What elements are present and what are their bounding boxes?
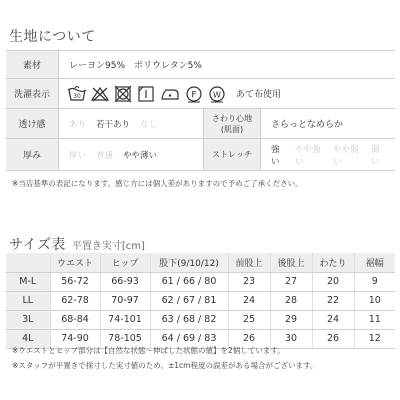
- size-section-title: [9, 234, 145, 254]
- thickness-options: [59, 149, 203, 161]
- wet-clean-w-text: W: [213, 90, 221, 99]
- material-value: レーヨン95% ポリウレタン5%: [69, 61, 202, 71]
- table-cell: 64 / 69 / 83: [150, 329, 228, 348]
- stretch-option: 強い: [271, 144, 280, 167]
- fabric-table: [6, 50, 395, 171]
- stretch-option: やや強い: [295, 144, 321, 167]
- size-note-1: ※ウエストとヒップ部分は【自然な状態〜伸ばした状態の値】を2個しています。: [12, 346, 285, 355]
- stretch-options: [261, 143, 395, 167]
- size-header-cell: ウエスト: [50, 253, 100, 272]
- size-row-label: 3L: [6, 310, 50, 329]
- size-table: [6, 253, 395, 349]
- table-cell: 62-78: [50, 291, 100, 310]
- table-cell: 12: [354, 329, 395, 348]
- table-cell: 68-84: [50, 310, 100, 329]
- table-cell: 78-105: [100, 329, 150, 348]
- table-cell: 27: [270, 272, 312, 291]
- size-header-cell: [6, 253, 50, 272]
- dry-clean-f-icon: [184, 85, 204, 103]
- thickness-option: 厚い: [69, 150, 87, 161]
- table-cell: 28: [270, 291, 312, 310]
- table-cell: 9: [354, 272, 395, 291]
- wash-row: [6, 79, 395, 109]
- thickness-row: [6, 139, 395, 171]
- table-cell: 24: [312, 310, 354, 329]
- table-cell: 10: [354, 291, 395, 310]
- touch-label-line1: さわり心地: [212, 113, 252, 123]
- size-header-cell: ヒップ: [100, 253, 150, 272]
- size-header-row: [6, 253, 395, 272]
- size-subtitle: 平置き実寸[cm]: [71, 241, 145, 252]
- size-header-cell: 股下(9/10/12): [150, 253, 228, 272]
- table-cell: 22: [312, 291, 354, 310]
- touch-label: [203, 109, 261, 138]
- table-cell: 30: [270, 329, 312, 348]
- stretch-label: ストレッチ: [203, 139, 261, 170]
- wash-note: あて布使用: [236, 90, 282, 100]
- material-row: [6, 51, 395, 79]
- line-dry-icon: [136, 85, 156, 103]
- touch-label-line2: (肌面): [220, 124, 244, 134]
- iron-low-icon: [159, 85, 181, 103]
- no-tumble-dry-icon: [113, 85, 133, 103]
- size-header-cell: 後股上: [270, 253, 312, 272]
- size-header-cell: 裾幅: [354, 253, 395, 272]
- sheer-option: なし: [140, 119, 158, 130]
- sheer-label: 透け感: [6, 109, 59, 138]
- fabric-note: ※当店基準の表記になります。感じ方には個人差がありますので予めご了承ください。: [12, 179, 303, 188]
- dry-clean-f-text: F: [191, 90, 197, 100]
- sheer-option: 若干あり: [96, 119, 131, 130]
- table-cell: 66-93: [100, 272, 150, 291]
- size-header-cell: わたり: [312, 253, 354, 272]
- sheer-option: あり: [69, 119, 87, 130]
- table-cell: 24: [228, 291, 270, 310]
- stretch-option: 弱い: [371, 144, 380, 167]
- size-note-2: ※スタッフが平置きで採寸した実寸値のため、±1cm程度の誤差がある場合がございます。: [12, 361, 318, 370]
- table-cell: 61 / 66 / 80: [150, 272, 228, 291]
- stretch-option: やや弱い: [333, 144, 359, 167]
- touch-value: さらっとなめらか: [271, 120, 344, 130]
- size-row-label: M-L: [6, 272, 50, 291]
- table-cell: 25: [228, 310, 270, 329]
- table-cell: 74-90: [50, 329, 100, 348]
- table-cell: 23: [228, 272, 270, 291]
- fabric-section-title: 生地について: [9, 29, 96, 45]
- size-title: サイズ表: [9, 237, 66, 253]
- table-cell: 26: [228, 329, 270, 348]
- table-cell: 29: [270, 310, 312, 329]
- table-row: [6, 291, 395, 310]
- wash-temp-text: 30: [73, 92, 81, 100]
- table-cell: 70-97: [100, 291, 150, 310]
- table-cell: 26: [312, 329, 354, 348]
- table-cell: 11: [354, 310, 395, 329]
- table-cell: 56-72: [50, 272, 100, 291]
- table-row: [6, 272, 395, 291]
- wet-clean-w-icon: [207, 85, 227, 103]
- thickness-option: やや薄い: [123, 150, 158, 161]
- sheer-row: [6, 109, 395, 139]
- hand-wash-30-icon: [67, 85, 87, 103]
- material-label: 素材: [6, 51, 59, 78]
- wash-label: 洗濯表示: [6, 79, 59, 108]
- no-bleach-icon: [90, 85, 110, 103]
- table-cell: 74-101: [100, 310, 150, 329]
- sheer-options: [59, 118, 203, 130]
- table-cell: 62 / 67 / 81: [150, 291, 228, 310]
- thickness-option: 普通: [96, 150, 114, 161]
- size-header-cell: 前股上: [228, 253, 270, 272]
- thickness-label: 厚み: [6, 139, 59, 170]
- table-cell: 20: [312, 272, 354, 291]
- table-row: [6, 310, 395, 329]
- size-row-label: 4L: [6, 329, 50, 348]
- table-cell: 63 / 68 / 82: [150, 310, 228, 329]
- size-row-label: LL: [6, 291, 50, 310]
- wash-icons: [59, 79, 395, 108]
